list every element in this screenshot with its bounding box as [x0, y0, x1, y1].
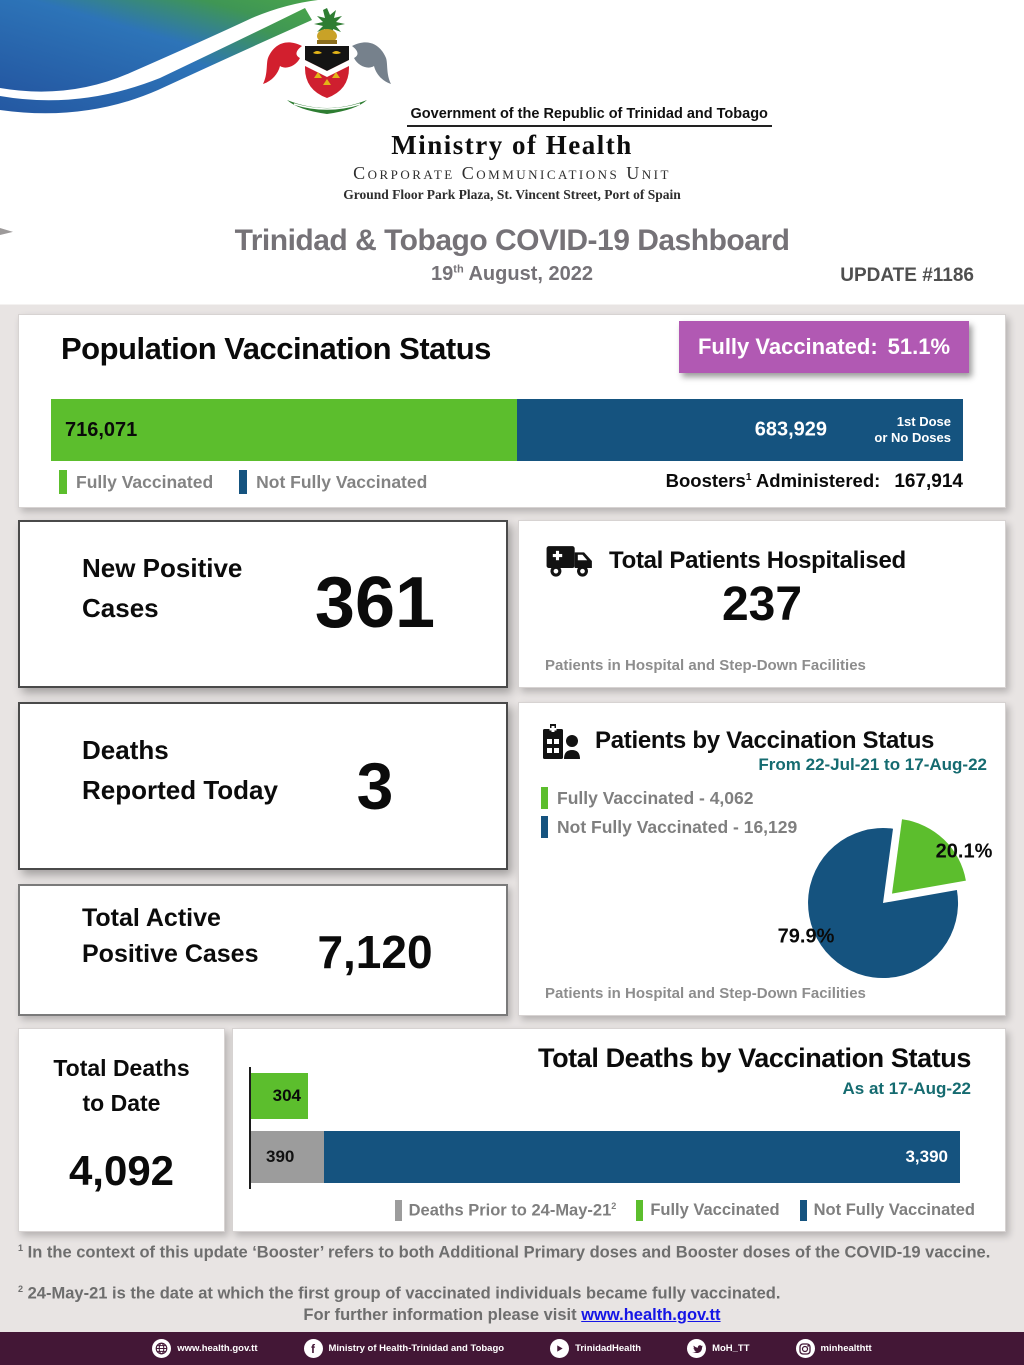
footnote-date: $^2$ 24-May-21 is the date at which the first group of vaccinated individuals became fully vaccinated.	[18, 1284, 781, 1303]
deaths-today-card	[18, 702, 508, 870]
badge-label: Fully Vaccinated:	[697, 334, 878, 359]
active-cases-value: 7,120	[317, 926, 433, 978]
boosters-administered: Boosters$^1$ Administered: 167,914	[665, 470, 963, 492]
coat-of-arms	[252, 6, 402, 118]
population-bar-fully	[51, 399, 517, 461]
not-fully-vaccinated-count: 683,929	[754, 418, 827, 441]
government-header	[0, 6, 1024, 203]
deaths-stacked-bar	[251, 1131, 960, 1183]
footer-twitter[interactable]: MoH_TT	[687, 1339, 749, 1358]
footnote-booster: $^1$ In the context of this update ‘Booster’ refers to both Additional Primary doses and Booster doses of the COVID-19 vaccine.	[18, 1243, 991, 1262]
pie-green-label: 20.1%	[935, 840, 993, 863]
twitter-icon	[687, 1339, 706, 1358]
patients-by-status-daterange: From 22-Jul-21 to 17-Aug-22	[758, 755, 987, 774]
hospitalised-card	[518, 520, 1006, 688]
active-cases-label: Total Active Positive Cases	[82, 904, 259, 969]
youtube-icon	[550, 1339, 569, 1358]
patients-pie-chart	[519, 703, 1007, 1017]
boosters-value: 167,914	[894, 471, 963, 492]
more-info-line: For further information please visit www.health.gov.tt	[303, 1306, 721, 1324]
page-title: Trinidad & Tobago COVID-19 Dashboard	[234, 224, 790, 257]
blue-legend-mark	[239, 470, 247, 494]
fully-vaccinated-count: 716,071	[65, 418, 138, 441]
green-legend-mark	[636, 1200, 643, 1221]
new-positive-cases-value: 361	[314, 563, 436, 643]
active-cases-card	[18, 884, 508, 1016]
deaths-bar-notfully: 3,390	[324, 1131, 960, 1183]
new-positive-cases-card	[18, 520, 508, 688]
report-date: 19th August, 2022	[431, 263, 593, 285]
ministry-name: Ministry of Health	[391, 130, 633, 160]
green-legend-mark	[59, 470, 67, 494]
legend-fully-vaccinated: Fully Vaccinated	[59, 470, 213, 494]
government-line: Government of the Republic of Trinidad and Tobago	[407, 106, 772, 127]
health-gov-link[interactable]: www.health.gov.tt	[581, 1306, 721, 1324]
ambulance-icon	[545, 543, 595, 579]
globe-icon	[152, 1339, 171, 1358]
legend-deaths-prior: Deaths Prior to $24-May-21^2$	[395, 1200, 617, 1221]
legend-fully-vaccinated: Fully Vaccinated	[636, 1200, 779, 1221]
update-number: UPDATE #1186	[840, 265, 974, 286]
legend-fully-vaccinated: Fully Vaccinated - 4,062	[541, 787, 797, 809]
address-line: Ground Floor Park Plaza, St. Vincent Street, Port of Spain	[343, 187, 681, 202]
instagram-icon	[796, 1339, 815, 1358]
facebook-icon: f	[304, 1339, 323, 1358]
hospitalised-title: Total Patients Hospitalised	[609, 547, 906, 574]
legend-not-fully-vaccinated: Not Fully Vaccinated	[239, 470, 427, 494]
fully-vaccinated-badge	[679, 321, 969, 373]
hospitalised-value: 237	[721, 578, 803, 631]
footer-instagram[interactable]: minhealthtt	[796, 1339, 872, 1358]
hospitalised-caption: Patients in Hospital and Step-Down Facilities	[545, 657, 866, 674]
patients-by-status-title: Patients by Vaccination Status	[595, 727, 935, 754]
badge-value: 51.1%	[887, 334, 951, 359]
footer-website[interactable]: www.health.gov.tt	[152, 1339, 257, 1358]
deaths-bar-fully: 304	[251, 1073, 308, 1119]
pie-blue-label: 79.9%	[777, 925, 835, 948]
blue-legend-mark	[800, 1200, 807, 1221]
legend-not-fully-vaccinated: Not Fully Vaccinated	[800, 1200, 975, 1221]
population-vaccination-card	[18, 314, 1006, 508]
total-deaths-card	[18, 1028, 225, 1232]
footer-bar	[0, 1332, 1024, 1365]
population-legend	[59, 470, 427, 494]
deaths-by-status-title: Total Deaths by Vaccination Status	[537, 1043, 971, 1073]
deaths-today-label: Deaths Reported Today	[82, 735, 278, 806]
deaths-bar-prior: 390	[251, 1131, 324, 1183]
patients-by-status-card	[518, 702, 1006, 1016]
new-positive-cases-label: New Positive Cases	[82, 553, 243, 624]
total-deaths-label: Total Deaths to Date	[53, 1055, 190, 1116]
unit-name: Corporate Communications Unit	[353, 163, 671, 183]
population-bar	[51, 399, 963, 461]
footer-facebook[interactable]: f Ministry of Health-Trinidad and Tobago	[304, 1339, 505, 1358]
first-dose-note: 1st Dose or No Doses	[874, 413, 951, 445]
patients-by-status-caption: Patients in Hospital and Step-Down Facilities	[545, 985, 866, 1002]
footer-youtube[interactable]: TrinidadHealth	[550, 1339, 641, 1358]
deaths-by-status-card	[232, 1028, 1006, 1232]
deaths-today-value: 3	[356, 749, 394, 823]
gray-legend-mark	[395, 1200, 402, 1221]
legend-not-fully-vaccinated: Not Fully Vaccinated - 16,129	[541, 816, 797, 838]
population-heading: Population Vaccination Status	[61, 331, 491, 366]
total-deaths-value: 4,092	[68, 1147, 175, 1194]
deaths-by-status-date: As at 17-Aug-22	[842, 1079, 971, 1098]
deaths-by-status-legend	[395, 1200, 975, 1221]
population-bar-notfully	[517, 399, 963, 461]
